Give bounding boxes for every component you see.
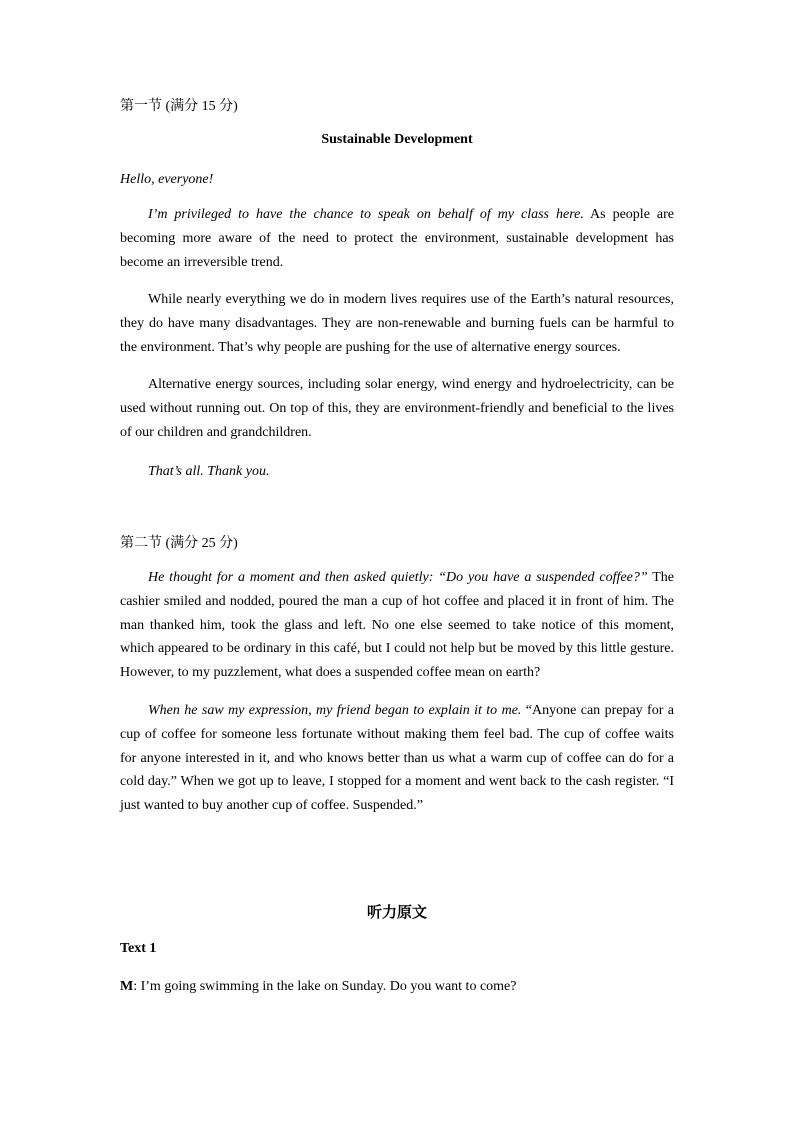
line-text: “Anyone can prepay for a <box>521 703 674 718</box>
passage-paragraph <box>120 566 674 685</box>
paragraph-line: Alternative energy sources, including solar energy, wind energy and hydroelectricity, can be <box>148 377 674 392</box>
passage-paragraph <box>120 203 674 274</box>
paragraph-line: However, to my puzzlement, what does a suspended coffee mean on earth? <box>120 665 541 680</box>
paragraph-line <box>120 699 674 723</box>
paragraph-line: used without running out. On top of this, they are environment-friendly and beneficial to the lives <box>120 400 674 416</box>
speaker-label: M <box>120 979 134 994</box>
passage-title: Sustainable Development <box>321 132 473 147</box>
paragraph-line: becoming more aware of the need to protect the environment, sustainable development has <box>120 230 674 246</box>
paragraph-line: cold day.” When we got up to leave, I stopped for a moment and went back to the cash register. “I <box>120 774 674 790</box>
section-heading: 第二节 (满分 25 分) <box>120 536 238 551</box>
paragraph-line: which appeared to be ordinary in this café, but I could not help but be moved by this little gesture. <box>120 641 674 657</box>
paragraph-line: While nearly everything we do in modern lives requires use of the Earth’s natural resources, <box>148 292 674 307</box>
transcript-title: 听力原文 <box>366 905 427 921</box>
italic-lead-text: He thought for a moment and then asked quietly: “Do you have a suspended coffee?” <box>148 570 648 585</box>
paragraph-line <box>120 203 674 227</box>
dialogue-line <box>120 975 674 999</box>
line-text: The <box>647 570 674 585</box>
paragraph-line: become an irreversible trend. <box>120 254 284 270</box>
paragraph-line: for anyone interested in it, and who knows better than us what a warm cup of coffee can do for a <box>120 750 674 766</box>
paragraph-line <box>120 566 674 590</box>
line-text: As people are <box>583 207 674 222</box>
greeting-line: Hello, everyone! <box>120 172 214 187</box>
paragraph-line: cup of coffee for someone less fortunate without making them feel bad. The cup of coffee waits <box>120 726 674 742</box>
passage-paragraph <box>120 288 674 359</box>
dialogue-text: : I’m going swimming in the lake on Sunday. Do you want to come? <box>133 979 517 994</box>
paragraph-line: of our children and grandchildren. <box>120 424 312 440</box>
section-heading: 第一节 (满分 15 分) <box>120 99 238 114</box>
passage-paragraph <box>120 373 674 444</box>
paragraph-line: man thanked him, took the glass and left. No one else seemed to take notice of this moment, <box>120 617 674 633</box>
paragraph-line: the environment. That’s why people are pushing for the use of alternative energy sources. <box>120 339 621 355</box>
italic-lead-text: When he saw my expression, my friend began to explain it to me. <box>148 703 522 718</box>
paragraph-line: just wanted to buy another cup of coffee. Suspended.” <box>120 798 423 813</box>
text-label: Text 1 <box>120 941 157 956</box>
closing-line: That’s all. Thank you. <box>148 464 270 479</box>
italic-lead-text: I’m privileged to have the chance to speak on behalf of my class here. <box>148 207 584 222</box>
paragraph-line: they do have many disadvantages. They are non-renewable and burning fuels can be harmful to <box>120 315 674 331</box>
paragraph-line: cashier smiled and nodded, poured the man a cup of hot coffee and placed it in front of him. The <box>120 593 674 609</box>
passage-paragraph <box>120 699 674 818</box>
